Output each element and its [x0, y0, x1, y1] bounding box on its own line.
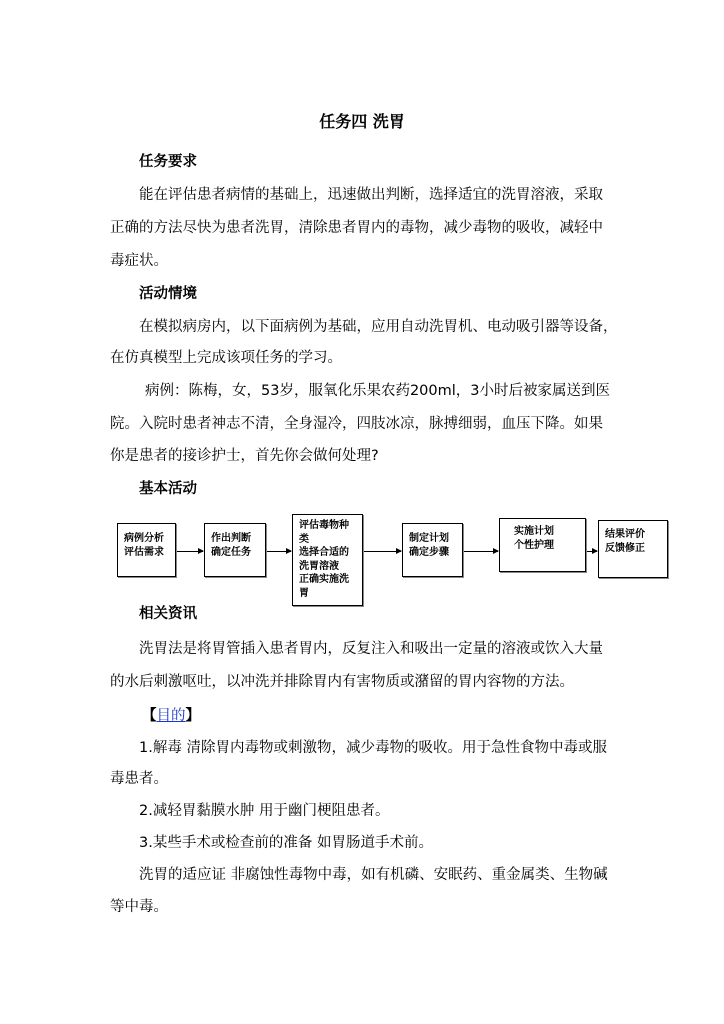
text-line: 等中毒。 — [110, 899, 168, 915]
step-text: 作出判断 — [211, 533, 251, 544]
section-heading-info: 相关资讯 — [139, 606, 197, 622]
step-text: 实施计划 — [514, 526, 554, 537]
text-line: 的水后刺激呕吐，以冲洗并排除胃内有害物质或潴留的胃内容物的方法。 — [110, 674, 574, 690]
flow-step-4 — [402, 523, 463, 577]
text-line: 1.解毒 清除胃内毒物或刺激物，减少毒物的吸收。用于急性食物中毒或服 — [139, 740, 607, 756]
text-line: 毒症状。 — [110, 253, 168, 269]
text-line: 在模拟病房内，以下面病例为基础，应用自动洗胃机、电动吸引器等设备， — [139, 319, 618, 335]
section-heading-requirements: 任务要求 — [139, 154, 197, 170]
arrow-icon — [177, 551, 203, 552]
bracket: 【 — [142, 708, 157, 724]
step-text: 确定任务 — [211, 547, 251, 558]
step-text: 个性护理 — [514, 540, 554, 551]
step-text: 制定计划 — [409, 533, 449, 544]
step-text: 胃 — [299, 587, 309, 599]
text-line: 2.减轻胃黏膜水肿 用于幽门梗阻患者。 — [139, 803, 390, 819]
text-line: 能在评估患者病情的基础上，迅速做出判断，选择适宜的洗胃溶液，采取 — [139, 187, 603, 203]
step-text: 正确实施洗 — [299, 574, 349, 585]
step-text: 评估需求 — [124, 547, 164, 558]
step-text: 类 — [299, 533, 309, 545]
step-text: 选择合适的 — [299, 547, 349, 558]
text-line: 院。入院时患者神志不清，全身湿冷，四肢冰凉，脉搏细弱，血压下降。如果 — [110, 416, 603, 432]
text-line: 洗胃法是将胃管插入患者胃内，反复注入和吸出一定量的溶液或饮入大量 — [139, 641, 603, 657]
text-line: 洗胃的适应证 非腐蚀性毒物中毒，如有机磷、安眠药、重金属类、生物碱 — [139, 867, 608, 883]
arrow-icon — [267, 551, 291, 552]
text-line: 病例：陈梅，女，53岁，服氧化乐果农药200ml，3小时后被家属送到医 — [145, 383, 611, 399]
purpose-link[interactable]: 目的 — [156, 708, 186, 724]
text-line: 在仿真模型上完成该项任务的学习。 — [110, 350, 342, 366]
section-heading-activity: 基本活动 — [139, 481, 197, 497]
step-text: 病例分析 — [124, 533, 164, 544]
step-text: 反馈修正 — [605, 543, 645, 554]
flow-step-2 — [204, 523, 266, 577]
flow-step-1 — [117, 523, 176, 577]
step-text: 结果评价 — [605, 529, 645, 540]
flow-step-3 — [292, 514, 363, 606]
step-text: 评估毒物种 — [299, 520, 349, 531]
text-line: 你是患者的接诊护士，首先你会做何处理? — [110, 448, 379, 464]
step-text: 确定步骤 — [409, 547, 449, 558]
text-line: 正确的方法尽快为患者洗胃，清除患者胃内的毒物，减少毒物的吸收，减轻中 — [110, 220, 603, 236]
purpose-heading — [142, 707, 200, 725]
text-line: 毒患者。 — [110, 771, 168, 787]
step-text: 洗胃溶液 — [299, 560, 339, 572]
bracket: 】 — [185, 708, 200, 724]
section-heading-scenario: 活动情境 — [139, 286, 197, 302]
arrow-icon — [364, 551, 401, 552]
flow-step-6 — [598, 520, 668, 578]
text-line: 3.某些手术或检查前的准备 如胃肠道手术前。 — [139, 835, 433, 851]
arrow-icon — [464, 551, 498, 552]
arrow-icon — [587, 551, 597, 552]
flow-step-5 — [499, 518, 586, 572]
page-title: 任务四 洗胃 — [319, 112, 405, 131]
